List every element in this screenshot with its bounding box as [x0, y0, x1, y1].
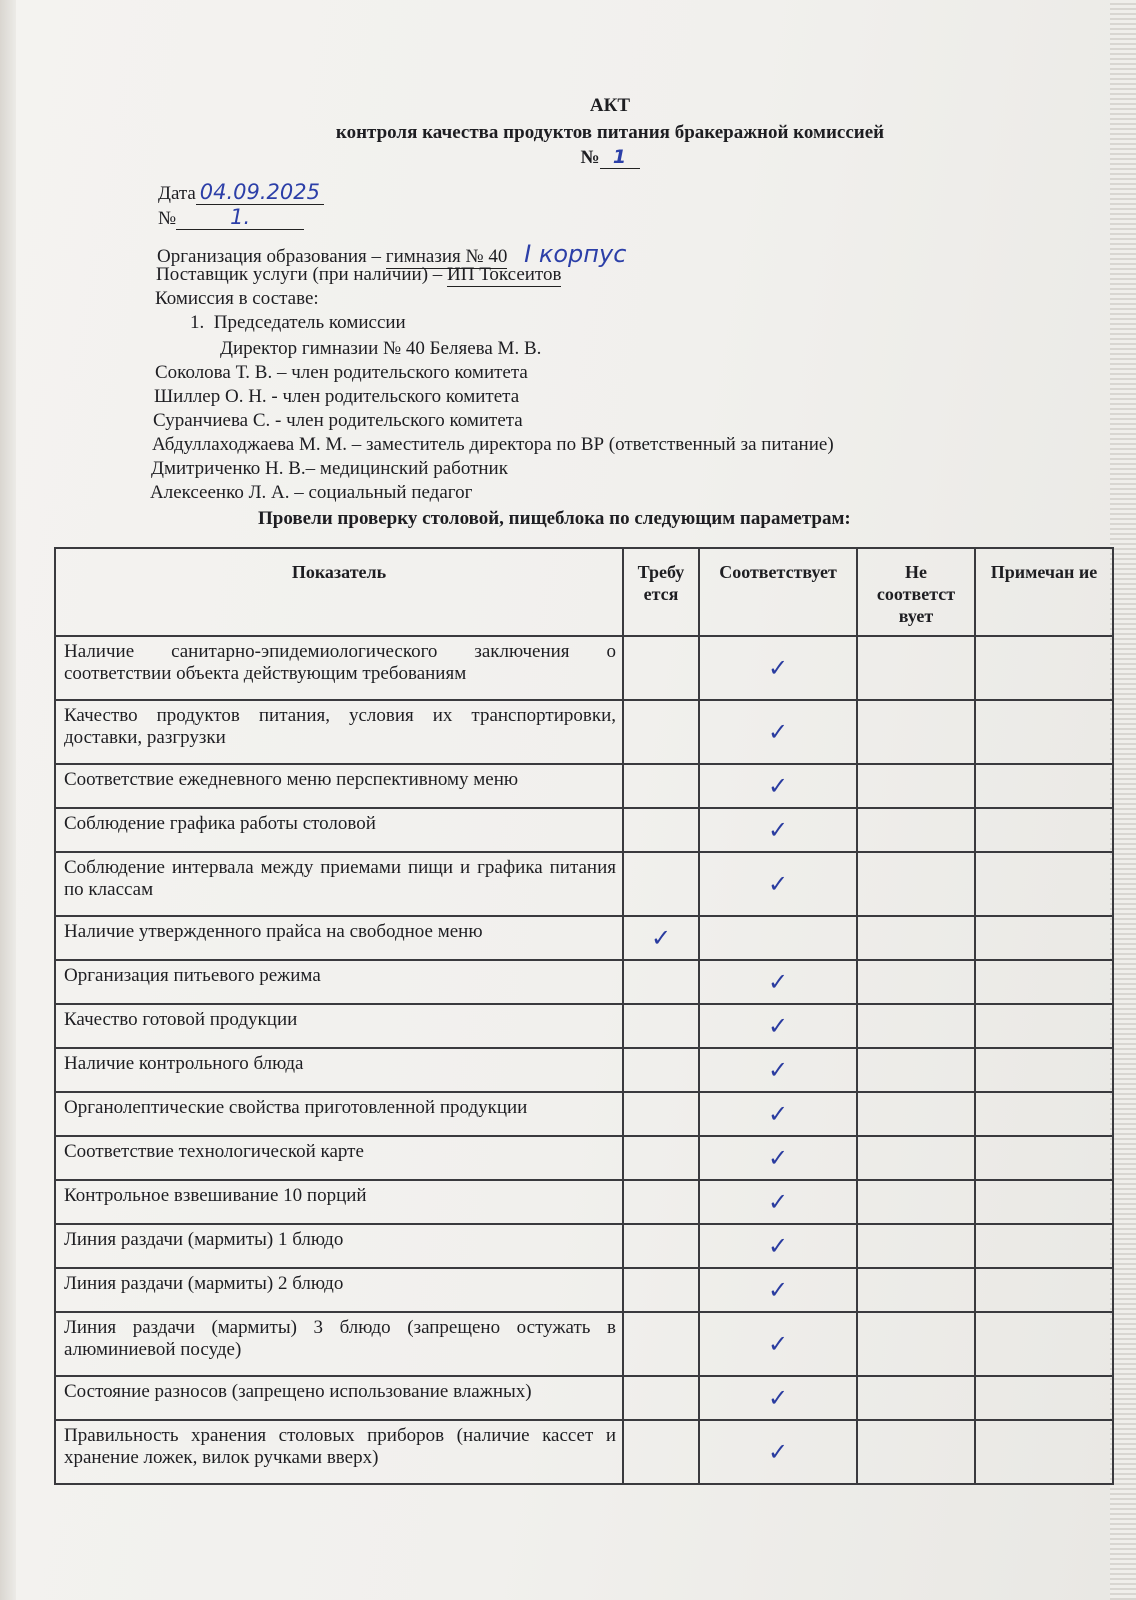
note-cell: [975, 852, 1113, 916]
parameter-cell: Наличие санитарно-эпидемиологического заключения о соответствии объекта действующим требованиям: [55, 636, 623, 700]
table-row: [55, 1136, 1113, 1180]
compliant-cell: [699, 1136, 857, 1180]
required-cell: [623, 960, 699, 1004]
checkmark-icon: ✓: [767, 869, 789, 898]
compliant-cell: [699, 764, 857, 808]
parameter-cell: Органолептические свойства приготовленной продукции: [55, 1092, 623, 1136]
num-value: 1.: [176, 205, 304, 230]
required-cell: [623, 1180, 699, 1224]
parameter-cell: Линия раздачи (мармиты) 2 блюдо: [55, 1268, 623, 1312]
table-row: [55, 1004, 1113, 1048]
checkmark-icon: ✓: [767, 1099, 789, 1128]
parameter-cell: Качество продуктов питания, условия их транспортировки, доставки, разгрузки: [55, 700, 623, 764]
parameter-cell: Правильность хранения столовых приборов (наличие кассет и хранение ложек, вилок ручками вверх): [55, 1420, 623, 1484]
document-subtitle: контроля качества продуктов питания бракеражной комиссией: [335, 122, 885, 143]
intro-line: Провели проверку столовой, пищеблока по следующим параметрам:: [258, 508, 851, 529]
member-line: Дмитриченко Н. В.– медицинский работник: [151, 458, 508, 479]
header-noncompliant: Не соответст вует: [857, 548, 975, 636]
note-cell: [975, 1136, 1113, 1180]
org-handwritten: I корпус: [524, 240, 627, 268]
noncompliant-cell: [857, 808, 975, 852]
checkmark-icon: ✓: [767, 1143, 789, 1172]
required-cell: [623, 852, 699, 916]
parameter-cell: Качество готовой продукции: [55, 1004, 623, 1048]
parameter-cell: Контрольное взвешивание 10 порций: [55, 1180, 623, 1224]
parameter-cell: Наличие контрольного блюда: [55, 1048, 623, 1092]
checkmark-icon: ✓: [767, 1437, 789, 1466]
noncompliant-cell: [857, 1136, 975, 1180]
note-cell: [975, 764, 1113, 808]
parameter-cell: Линия раздачи (мармиты) 1 блюдо: [55, 1224, 623, 1268]
table-row: [55, 1180, 1113, 1224]
noncompliant-cell: [857, 960, 975, 1004]
noncompliant-cell: [857, 700, 975, 764]
table-row: [55, 764, 1113, 808]
compliant-cell: [699, 1004, 857, 1048]
noncompliant-cell: [857, 852, 975, 916]
noncompliant-cell: [857, 1224, 975, 1268]
parameter-cell: Соответствие технологической карте: [55, 1136, 623, 1180]
num-label: №: [158, 208, 177, 229]
required-cell: [623, 1136, 699, 1180]
commission-label: Комиссия в составе:: [155, 288, 319, 309]
note-cell: [975, 1092, 1113, 1136]
required-cell: [623, 1420, 699, 1484]
checkmark-icon: ✓: [767, 1275, 789, 1304]
note-cell: [975, 636, 1113, 700]
compliant-cell: [699, 1420, 857, 1484]
checkmark-icon: ✓: [767, 815, 789, 844]
compliant-cell: [699, 1268, 857, 1312]
table-row: [55, 1376, 1113, 1420]
checkmark-icon: ✓: [767, 967, 789, 996]
checkmark-icon: ✓: [767, 653, 789, 682]
org-value: гимназия № 40: [385, 246, 508, 267]
parameter-cell: Соответствие ежедневного меню перспективному меню: [55, 764, 623, 808]
required-cell: [623, 764, 699, 808]
note-cell: [975, 1224, 1113, 1268]
compliant-cell: [699, 1180, 857, 1224]
noncompliant-cell: [857, 1048, 975, 1092]
document-title: АКТ: [589, 95, 631, 116]
noncompliant-cell: [857, 1180, 975, 1224]
required-cell: [623, 700, 699, 764]
member-line: Абдуллаходжаева М. М. – заместитель директора по ВР (ответственный за питание): [152, 434, 834, 455]
note-cell: [975, 1048, 1113, 1092]
required-cell: [623, 1376, 699, 1420]
checkmark-icon: ✓: [767, 771, 789, 800]
compliant-cell: [699, 1092, 857, 1136]
member-line: Суранчиева С. - член родительского комитета: [153, 410, 523, 431]
note-cell: [975, 1376, 1113, 1420]
required-cell: [623, 1312, 699, 1376]
table-row: [55, 636, 1113, 700]
parameter-cell: Соблюдение графика работы столовой: [55, 808, 623, 852]
table-row: [55, 1420, 1113, 1484]
table-row: [55, 1268, 1113, 1312]
date-label: Дата: [158, 183, 196, 204]
page-edge-left: [0, 0, 16, 1600]
required-cell: [623, 1092, 699, 1136]
parameter-cell: Соблюдение интервала между приемами пищи и графика питания по классам: [55, 852, 623, 916]
required-cell: [623, 808, 699, 852]
table-row: [55, 1092, 1113, 1136]
note-cell: [975, 916, 1113, 960]
chairman-name: Директор гимназии № 40 Беляева М. В.: [220, 338, 542, 359]
noncompliant-cell: [857, 1092, 975, 1136]
compliant-cell: [699, 1048, 857, 1092]
compliant-cell: [699, 1376, 857, 1420]
noncompliant-cell: [857, 1420, 975, 1484]
header-compliant: Соответствует: [699, 548, 857, 636]
parameter-cell: Наличие утвержденного прайса на свободное меню: [55, 916, 623, 960]
number-label: №: [580, 147, 600, 168]
compliant-cell: [699, 852, 857, 916]
note-cell: [975, 1004, 1113, 1048]
noncompliant-cell: [857, 1376, 975, 1420]
checkmark-icon: ✓: [767, 1231, 789, 1260]
required-cell: [623, 1224, 699, 1268]
required-cell: [623, 916, 699, 960]
required-cell: [623, 1048, 699, 1092]
table-row: [55, 1312, 1113, 1376]
table-row: [55, 960, 1113, 1004]
noncompliant-cell: [857, 764, 975, 808]
number-value: 1: [600, 146, 640, 169]
noncompliant-cell: [857, 1268, 975, 1312]
document-number: [150, 146, 1070, 169]
org-label: Организация образования –: [157, 246, 386, 267]
date-line: [158, 180, 324, 205]
noncompliant-cell: [857, 916, 975, 960]
table-row: [55, 1224, 1113, 1268]
compliant-cell: [699, 1312, 857, 1376]
noncompliant-cell: [857, 1004, 975, 1048]
table-row: [55, 808, 1113, 852]
table-row: [55, 1048, 1113, 1092]
note-cell: [975, 1180, 1113, 1224]
compliant-cell: [699, 636, 857, 700]
table-body: [55, 636, 1113, 1484]
parameter-cell: Состояние разносов (запрещено использование влажных): [55, 1376, 623, 1420]
note-cell: [975, 700, 1113, 764]
compliant-cell: [699, 960, 857, 1004]
header-required: Требу ется: [623, 548, 699, 636]
checkmark-icon: ✓: [650, 923, 672, 952]
note-cell: [975, 1420, 1113, 1484]
member-line: Алексеенко Л. А. – социальный педагог: [150, 482, 473, 503]
checkmark-icon: ✓: [767, 1383, 789, 1412]
required-cell: [623, 636, 699, 700]
noncompliant-cell: [857, 636, 975, 700]
table-row: [55, 916, 1113, 960]
note-cell: [975, 1312, 1113, 1376]
checkmark-icon: ✓: [767, 1329, 789, 1358]
header-parameter: Показатель: [55, 548, 623, 636]
check-table: [54, 547, 1114, 1485]
member-line: Соколова Т. В. – член родительского комитета: [155, 362, 528, 383]
table-header-row: [55, 548, 1113, 636]
member-line: Шиллер О. Н. - член родительского комитета: [154, 386, 520, 407]
note-cell: [975, 960, 1113, 1004]
checkmark-icon: ✓: [767, 717, 789, 746]
note-cell: [975, 808, 1113, 852]
compliant-cell: [699, 916, 857, 960]
compliant-cell: [699, 808, 857, 852]
table-row: [55, 700, 1113, 764]
header-note: Примечан ие: [975, 548, 1113, 636]
date-value: 04.09.2025: [196, 180, 324, 205]
note-cell: [975, 1268, 1113, 1312]
checkmark-icon: ✓: [767, 1055, 789, 1084]
checkmark-icon: ✓: [767, 1011, 789, 1040]
chairman-label: 1. Председатель комиссии: [190, 312, 406, 333]
num-line: [158, 205, 304, 230]
required-cell: [623, 1004, 699, 1048]
parameter-cell: Линия раздачи (мармиты) 3 блюдо (запрещено остужать в алюминиевой посуде): [55, 1312, 623, 1376]
parameter-cell: Организация питьевого режима: [55, 960, 623, 1004]
supplier-label: Поставщик услуги (при наличии) –: [156, 264, 448, 285]
noncompliant-cell: [857, 1312, 975, 1376]
compliant-cell: [699, 1224, 857, 1268]
required-cell: [623, 1268, 699, 1312]
supplier-line: [156, 264, 561, 287]
table-row: [55, 852, 1113, 916]
checkmark-icon: ✓: [767, 1187, 789, 1216]
compliant-cell: [699, 700, 857, 764]
supplier-value: ИП Токсеитов: [447, 264, 562, 285]
